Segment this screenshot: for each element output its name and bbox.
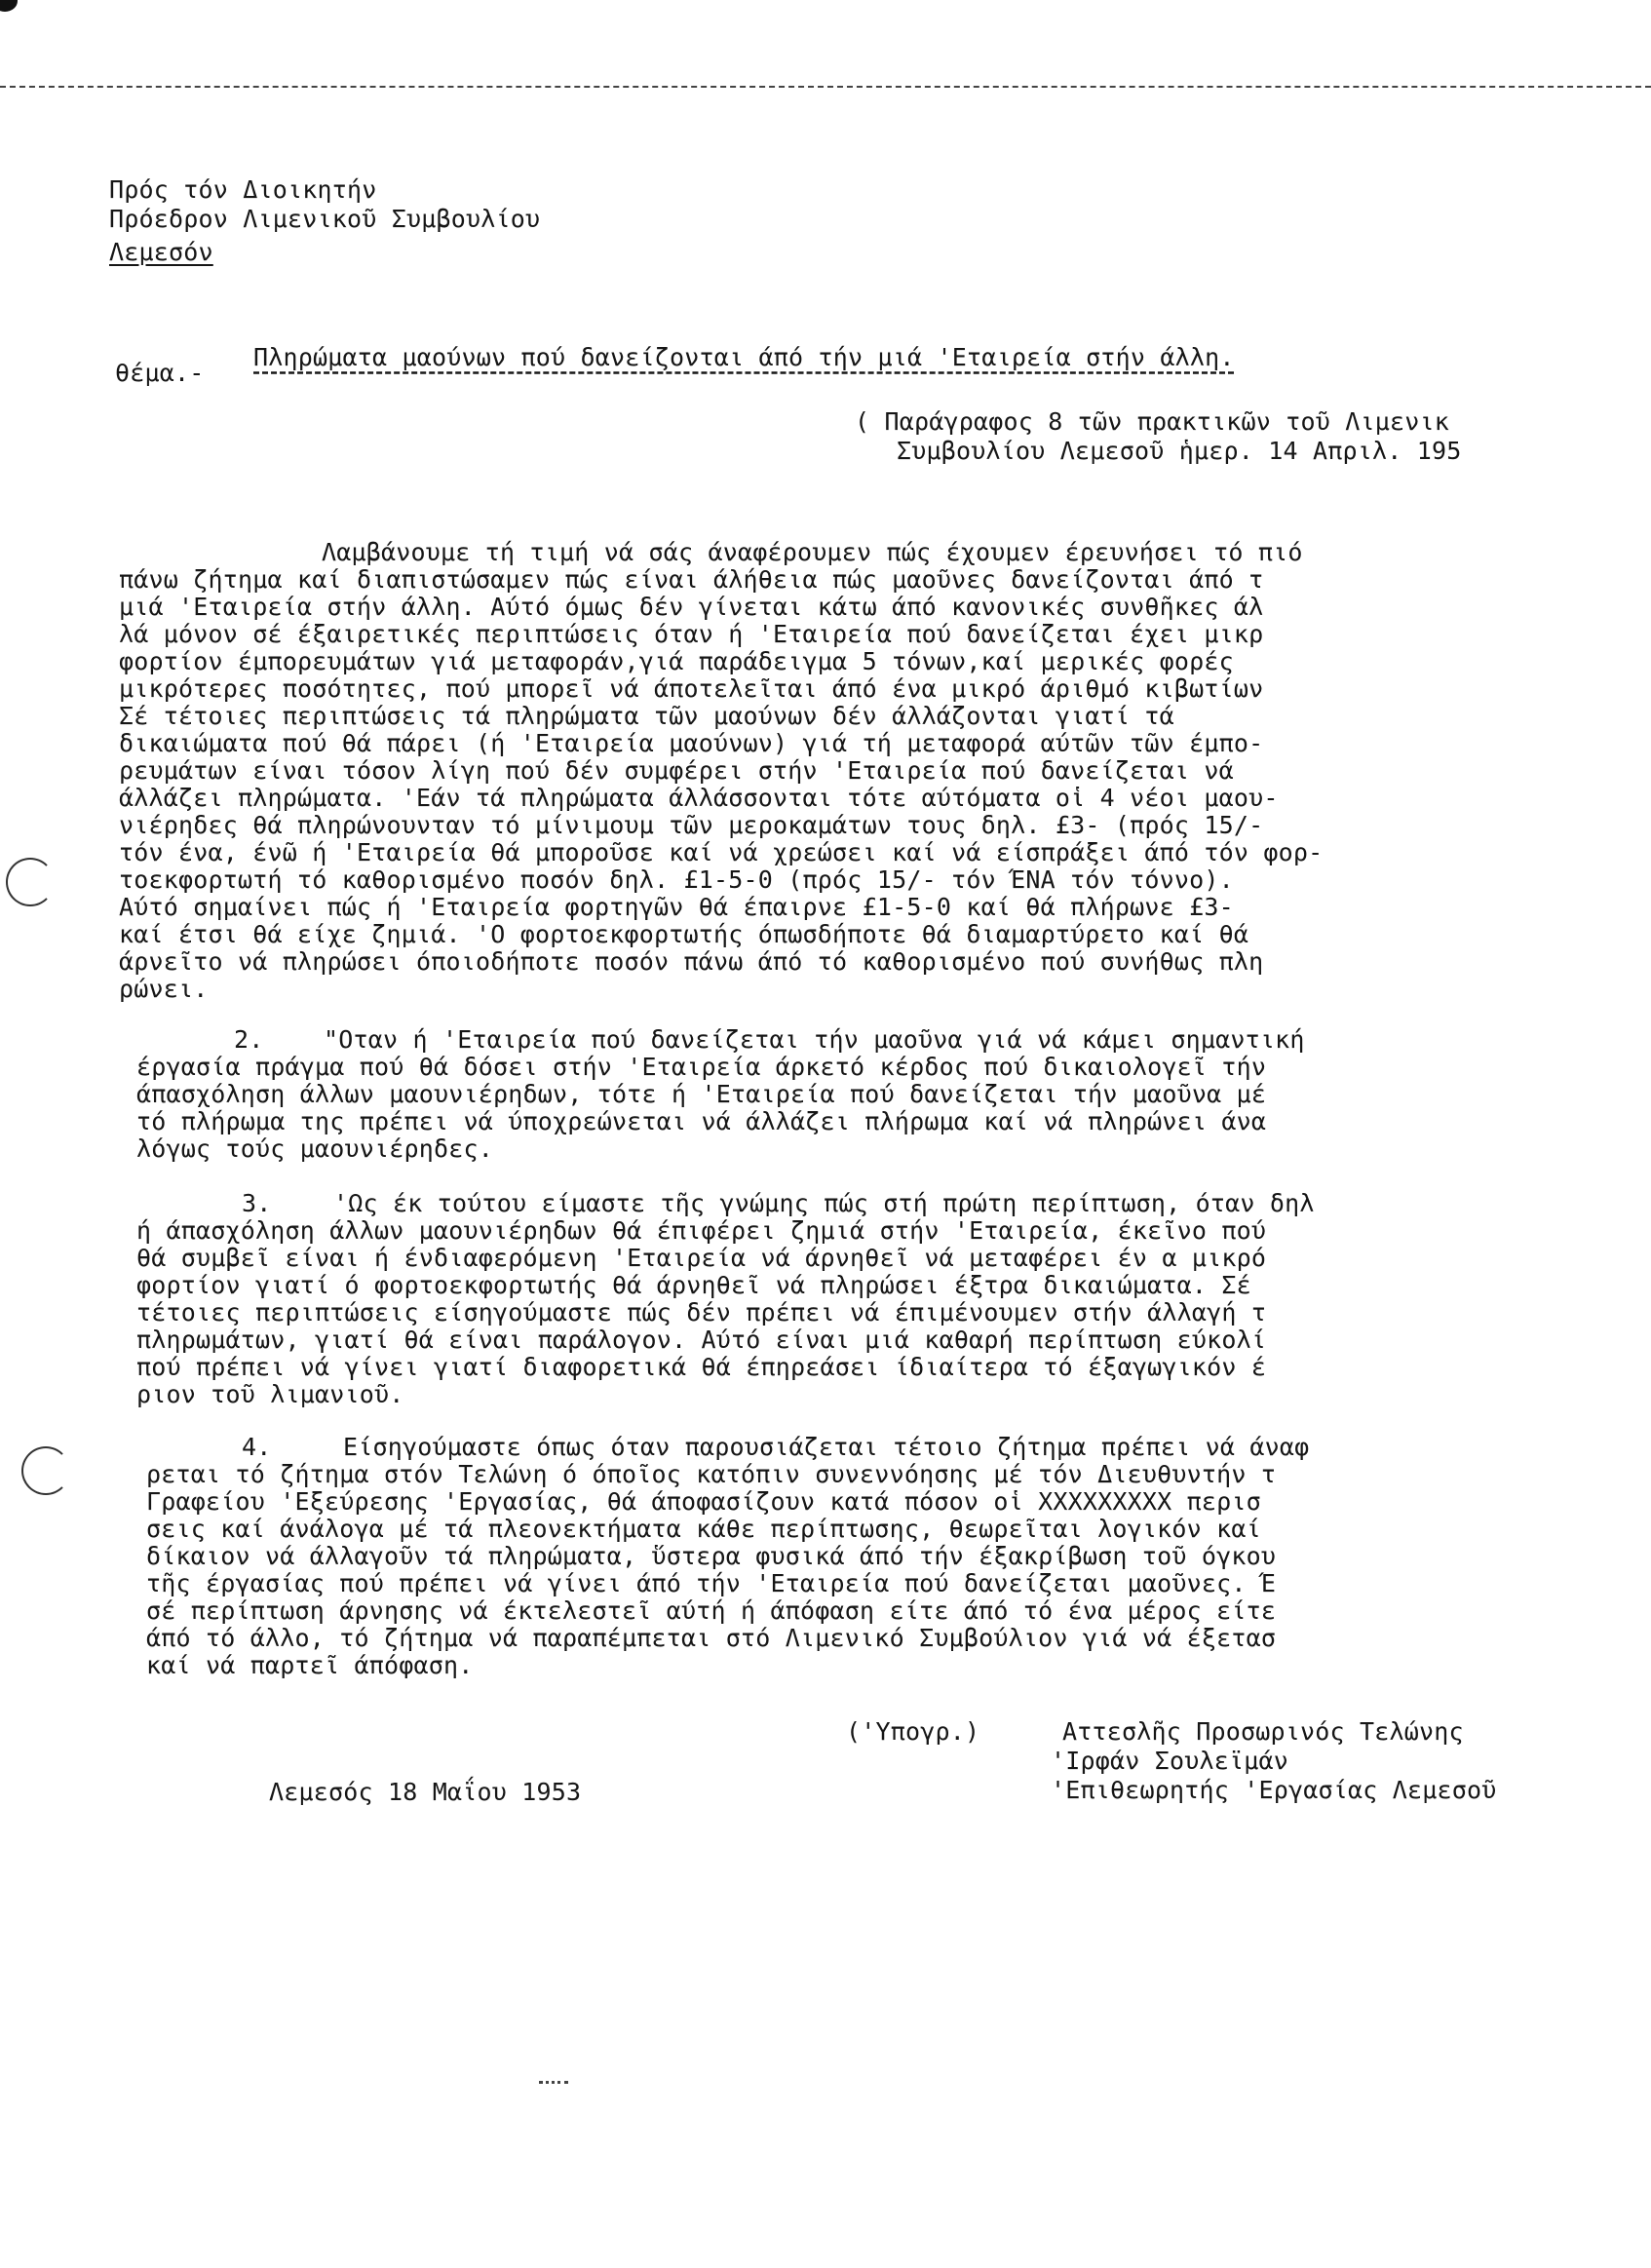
addressee-line-3: Λεμεσόν [109,238,213,266]
paragraph-4-line: Γραφείου 'Εξεύρεσης 'Εργασίας, θά άποφασίζουν κατά πόσον οἱ ΧΧΧΧΧΧΧΧΧ περισ [146,1487,1261,1516]
paragraph-2-line: άπασχόληση άλλων μαουνιέρηδων, τότε ή 'Εταιρεία πού δανείζεται τήν μαοῦνα μέ [136,1080,1267,1108]
paragraph-1-line: άρνεῖτο νά πληρώσει όποιοδήποτε ποσόν πάνω άπό τό καθορισμένο πού συνήθως πλη [119,947,1264,976]
paragraph-2-number: 2. [234,1025,264,1054]
paragraph-1-line: Αύτό σημαίνει πώς ή 'Εταιρεία φορτηγῶν θά έπαιρνε £1-5-0 καί θά πλήρωνε £3- [119,893,1234,921]
paragraph-4-line: καί νά παρτεῖ άπόφαση. [146,1651,474,1679]
reference-line-2: Συμβουλίου Λεμεσοῦ ἡμερ. 14 Απριλ. 195 [897,437,1462,465]
signature-label: ('Υπογρ.) [846,1717,980,1746]
paragraph-3-number: 3. [242,1189,272,1217]
paragraph-1-line: φορτίον έμπορευμάτων γιά μεταφοράν,γιά παράδειγμα 5 τόνων,καί μερικές φορές [119,647,1234,675]
paragraph-4-line: σέ περίπτωση άρνησης νά έκτελεστεῖ αύτή ή άπόφαση είτε άπό τό ένα μέρος είτε [146,1596,1277,1625]
paragraph-1-line: τοεκφορτωτή τό καθορισμένο ποσόν δηλ. £1-5-0 (πρός 15/- τόν ΈΝΑ τόν τόννο). [119,865,1234,894]
paragraph-1-line: άλλάζει πληρώματα. 'Εάν τά πληρώματα άλλάσσονται τότε αύτόματα οἱ 4 νέοι μαου- [119,784,1279,812]
paragraph-3-line: πληρωμάτων, γιατί θά είναι παράλογον. Αύτό είναι μιά καθαρή περίπτωση εύκολί [136,1326,1267,1354]
signature-line-1: Αττεσλῆς Προσωρινός Τελώνης [1062,1717,1464,1746]
paragraph-3-line: πού πρέπει νά γίνει γιατί διαφορετικά θά έπηρεάσει ίδιαίτερα τό έξαγωγικόν έ [136,1353,1267,1381]
paragraph-1-line: Λαμβάνουμε τή τιμή νά σάς άναφέρουμεν πώς έχουμεν έρευνήσει τό πιό [322,538,1303,566]
paragraph-3-line: ριον τοῦ λιμανιοῦ. [136,1380,404,1408]
paragraph-1-line: Σέ τέτοιες περιπτώσεις τά πληρώματα τῶν μαούνων δέν άλλάζονται γιατί τά [119,702,1174,730]
paragraph-3-line: φορτίον γιατί ό φορτοεκφορτωτής θά άρνηθεῖ νά πληρώσει έξτρα δικαιώματα. Σέ [136,1271,1251,1299]
addressee-line-2: Πρόεδρον Λιμενικοῦ Συμβουλίου [109,205,541,233]
paragraph-3-line: θά συμβεῖ είναι ή ένδιαφερόμενη 'Εταιρεία νά άρνηθεῖ νά μεταφέρει έν α μικρό [136,1244,1267,1272]
paragraph-4-line: άπό τό άλλο, τό ζήτημα νά παραπέμπεται στό Λιμενικό Συμβούλιον γιά νά έξετασ [146,1624,1277,1652]
paragraph-1-line: πάνω ζήτημα καί διαπιστώσαμεν πώς είναι άλήθεια πώς μαοῦνες δανείζονται άπό τ [119,565,1264,594]
punch-hole-mark [6,858,55,906]
signature-line-3: 'Επιθεωρητής 'Εργασίας Λεμεσοῦ [1051,1776,1497,1804]
paragraph-1-line: δικαιώματα πού θά πάρει (ή 'Εταιρεία μαούνων) γιά τή μεταφορά αύτῶν τῶν έμπο- [119,729,1264,757]
paragraph-4-line: τῆς έργασίας πού πρέπει νά γίνει άπό τήν 'Εταιρεία πού δανείζεται μαοῦνες. Έ [146,1569,1277,1597]
paragraph-4-line: ρεται τό ζήτημα στόν Τελώνη ό όποῖος κατόπιν συνεννόησης μέ τόν Διευθυντήν τ [146,1460,1277,1488]
paragraph-4-line: δίκαιον νά άλλαγοῦν τά πληρώματα, ὕστερα φυσικά άπό τήν έξακρίβωση τοῦ όγκου [146,1542,1277,1570]
paragraph-3-line: τέτοιες περιπτώσεις είσηγούμαστε πώς δέν πρέπει νά έπιμένουμεν στήν άλλαγή τ [136,1298,1267,1326]
paragraph-1-line: ρευμάτων είναι τόσον λίγη πού δέν συμφέρει στήν 'Εταιρεία πού δανείζεται νά [119,756,1234,785]
subject-text: Πληρώματα μαούνων πού δανείζονται άπό τήν μιά 'Εταιρεία στήν άλλη. [253,343,1235,371]
reference-line-1: ( Παράγραφος 8 τῶν πρακτικῶν τοῦ Λιμενικ [855,407,1450,436]
subject-label: θέμα.- [115,359,205,387]
paragraph-3-line: ή άπασχόληση άλλων μαουνιέρηδων θά έπιφέρει ζημιά στήν 'Εταιρεία, έκεῖνο πού [136,1216,1267,1245]
paragraph-4-number: 4. [242,1433,272,1461]
document-date: Λεμεσός 18 Μαΐου 1953 [269,1778,582,1806]
paragraph-1-line: λά μόνον σέ έξαιρετικές περιπτώσεις όταν ή 'Εταιρεία πού δανείζεται έχει μικρ [119,620,1264,648]
paragraph-1-line: ρώνει. [119,975,209,1003]
scan-speck [0,0,18,12]
paragraph-1-line: καί έτσι θά είχε ζημιά. 'Ο φορτοεκφορτωτής όπωσδήποτε θά διαμαρτύρετο καί θά [119,920,1249,948]
scan-fold-line [0,86,1651,88]
paragraph-1-line: μιά 'Εταιρεία στήν άλλη. Αύτό όμως δέν γίνεται κάτω άπό κανονικές συνθῆκες άλ [119,593,1264,621]
paragraph-1-line: νιέρηδες θά πληρώνουνταν τό μίνιμουμ τῶν μεροκαμάτων τους δηλ. £3- (πρός 15/- [119,811,1264,839]
paragraph-1-line: τόν ένα, ένῶ ή 'Εταιρεία θά μποροῦσε καί νά χρεώσει καί νά είσπράξει άπό τόν φορ- [119,838,1324,866]
punch-hole-mark [21,1446,70,1495]
paragraph-3-line: 'Ως έκ τούτου είμαστε τῆς γνώμης πώς στή πρώτη περίπτωση, όταν δηλ [333,1189,1315,1217]
addressee-line-1: Πρός τόν Διοικητήν [109,175,377,204]
paragraph-2-line: έργασία πράγμα πού θά δόσει στήν 'Εταιρεία άρκετό κέρδος πού δικαιολογεῖ τήν [136,1053,1267,1081]
paragraph-2-line: λόγως τούς μαουνιέρηδες. [136,1134,494,1163]
paragraph-2-line: τό πλήρωμα της πρέπει νά ύποχρεώνεται νά άλλάζει πλήρωμα καί νά πληρώνει άνα [136,1107,1267,1135]
paragraph-1-line: μικρότερες ποσότητες, πού μπορεῖ νά άποτελεῖται άπό ένα μικρό άριθμό κιβωτίων [119,674,1264,703]
signature-line-2: 'Ιρφάν Σουλεϊμάν [1051,1747,1289,1775]
paragraph-4-line: σεις καί άνάλογα μέ τά πλεονεκτήματα κάθε περίπτωσης, θεωρεῖται λογικόν καί [146,1515,1261,1543]
paragraph-2-line: "Οταν ή 'Εταιρεία πού δανείζεται τήν μαοῦνα γιά νά κάμει σημαντική [324,1025,1305,1054]
scan-speck [539,2081,568,2088]
paragraph-4-line: Είσηγούμαστε όπως όταν παρουσιάζεται τέτοιο ζήτημα πρέπει νά άναφ [343,1433,1310,1461]
